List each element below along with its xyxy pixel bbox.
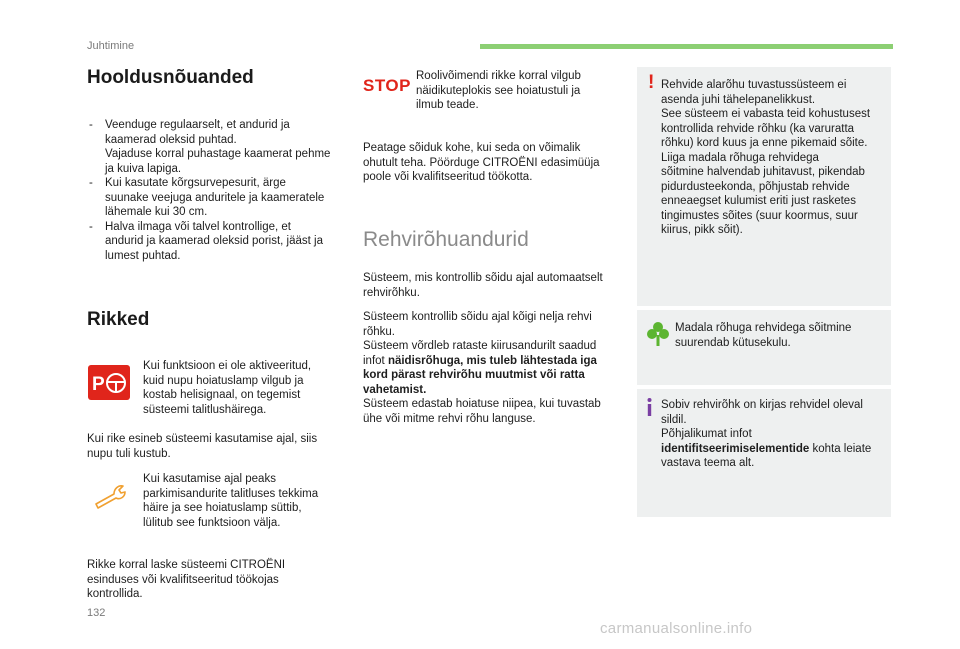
page-number: 132 (87, 607, 106, 619)
eco-text: Madala rõhuga rehvidega sõitmine suurendab kütusekulu. (675, 322, 852, 349)
fault-during-use-text: Kui rike esineb süsteemi kasutamise ajal, siis nupu tuli kustub. (87, 433, 318, 460)
list-item: - Veenduge regulaarselt, et andurid ja kaamerad oleksid puhtad. Vajaduse korral puhastage kaamerat pehme ja kuiva lapiga. (87, 118, 347, 176)
section-label: Juhtimine (87, 40, 135, 52)
wrench-icon (92, 480, 130, 515)
stop-instruction-text: Peatage sõiduk kohe, kui seda on võimalik ohutult teha. Pöörduge CITROËNI edasimüüja poole või kvalifitseeritud töökotta. (363, 142, 600, 183)
info-text: Sobiv rehvirõhk on kirjas rehvidel oleval sildil. Põhjalikumat infot identifitseerimiselementide kohta leiate vastava teema alt. (661, 399, 872, 469)
list-item: - Halva ilmaga või talvel kontrollige, et andurid ja kaamerad oleksid porist, jääst ja lumest puhtad. (87, 220, 347, 264)
park-assist-warning-icon (88, 365, 130, 400)
faults-title: Rikked (87, 309, 150, 330)
warning-box (637, 67, 891, 306)
eco-tree-icon (647, 321, 669, 352)
tyre-pressure-title: Rehvirõhuandurid (363, 228, 529, 251)
list-item: - Kui kasutate kõrgsurvepesurit, ärge suunake veejuga anduritele ja kaameratele lähemale kui 30 cm. (87, 176, 347, 220)
wrench-warning-text: Kui kasutamise ajal peaks parkimisandurite talitluses tekkima häire ja see hoiatuslamp süttib, lülitub see funktsioon välja. (143, 473, 319, 529)
info-icon (647, 398, 651, 415)
power-steering-fault-text: Roolivõimendi rikke korral vilgub näidikuteplokis see hoiatustuli ja ilmub teade. (416, 70, 581, 111)
stop-icon: STOP (363, 76, 411, 95)
maintenance-list (87, 118, 347, 263)
tyre-system-intro: Süsteem, mis kontrollib sõidu ajal automaatselt rehvirõhku. (363, 272, 603, 299)
svg-text:P: P (92, 373, 105, 395)
info-box (637, 389, 891, 517)
warning-text: Rehvide alarõhu tuvastussüsteem ei asenda juhi tähelepanelikkust. See süsteem ei vabasta teid kohustusest kontrollida rehvide rõhku (ka varuratta rõhku) kord kuus ja enne pikemaid sõite. Liiga madala rõhuga rehvidega sõitmine halvendab juhitavust, pikendab pidurdusteekonda, põhjustab rehvide enneaegset kulumist eriti just rasketes tingimustes sõites (suur koormus, suur kiirus, pikk sõit). (661, 79, 871, 236)
eco-box (637, 310, 891, 385)
section-accent-bar (480, 44, 893, 49)
fault-closing-text: Rikke korral laske süsteemi CITROËNI esinduses või kvalifitseeritud töökojas kontrollida. (87, 559, 286, 600)
maintenance-title: Hooldusnõuanded (87, 67, 254, 88)
warning-icon: ! (648, 72, 655, 93)
watermark: carmanualsonline.info (600, 620, 753, 637)
park-assist-fault-text: Kui funktsioon ei ole aktiveeritud, kuid nupu hoiatuslamp vilgub ja kostab helisignaal, on tegemist süsteemi talitlushäirega. (143, 360, 312, 416)
tyre-system-description: Süsteem kontrollib sõidu ajal kõigi nelja rehvi rõhku. Süsteem võrdleb rataste kiirusandurilt saadud infot näidisrõhuga, mis tuleb lähtestada iga kord pärast rehvirõhu muutmist või ratta vahetamist. Süsteem edastab hoiatuse niipea, kui tuvastab ühe või mitme rehvi rõhu languse. (363, 311, 601, 425)
